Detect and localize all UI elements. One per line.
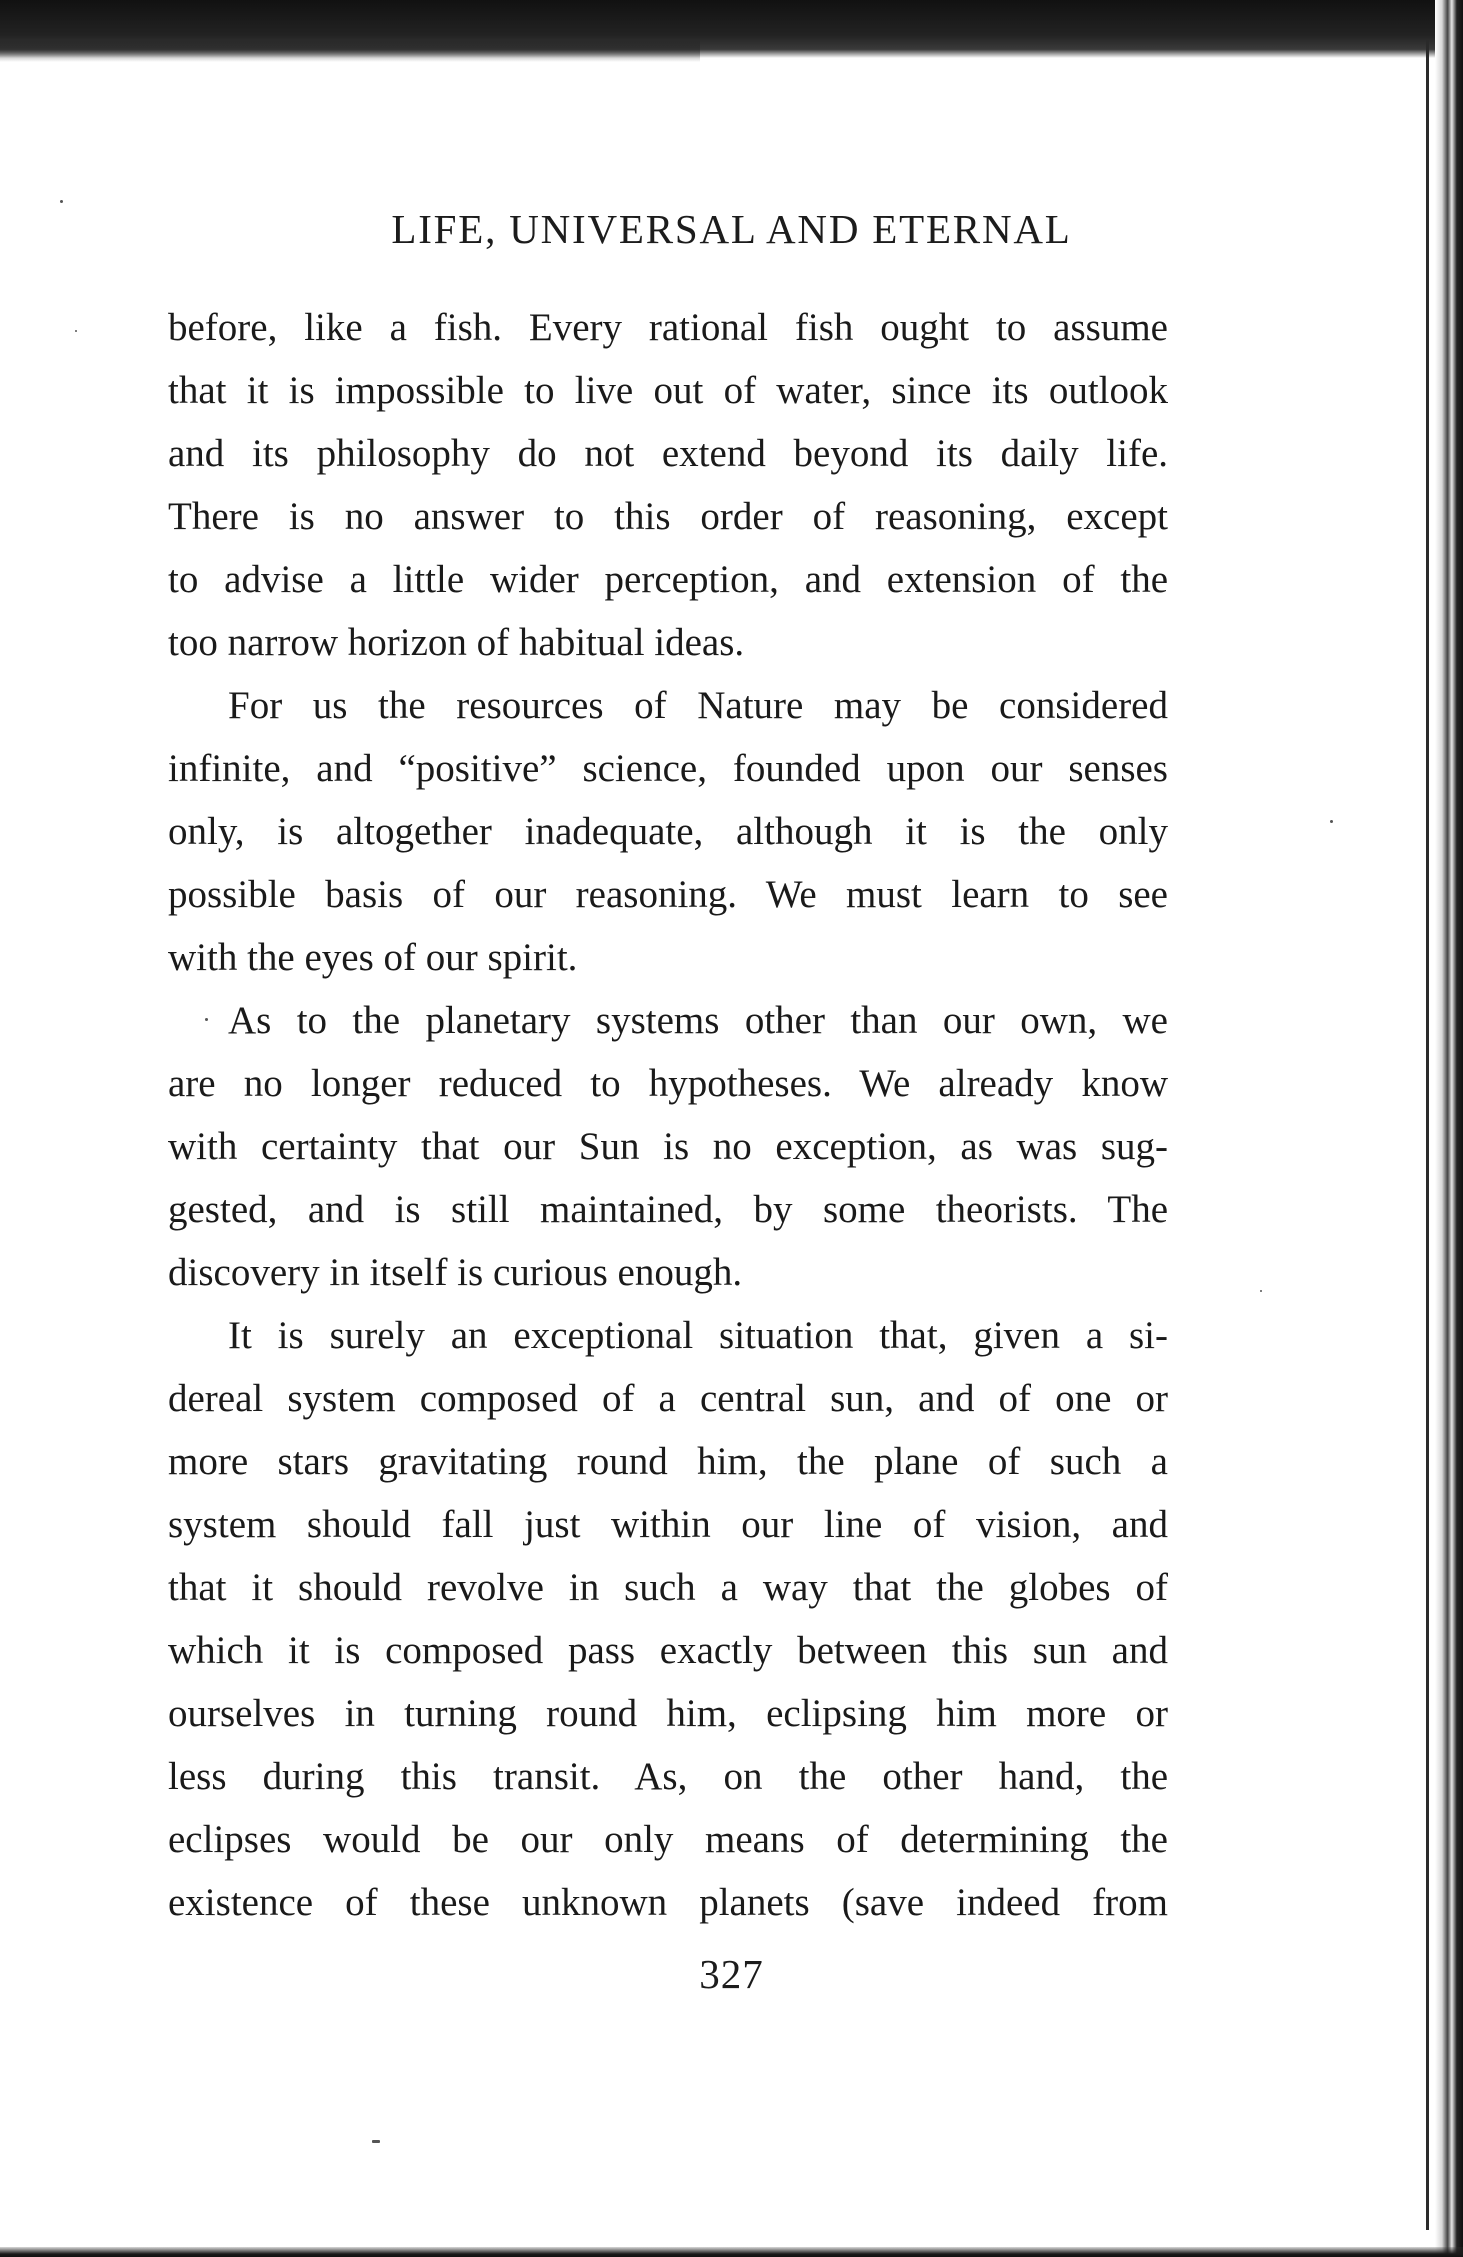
- paper-speck: [372, 2140, 380, 2143]
- paper-speck: [1330, 820, 1333, 823]
- text-line: ourselves in turning round him, eclipsing him more or: [168, 1692, 1168, 1735]
- page-top-edge-shadow: [0, 40, 700, 62]
- page-gutter-line: [1426, 40, 1429, 2230]
- text-line: with certainty that our Sun is no exception, as was sug-: [168, 1125, 1168, 1168]
- text-line: gested, and is still maintained, by some theorists. The: [168, 1188, 1168, 1231]
- text-line: As to the planetary systems other than our own, we: [228, 999, 1168, 1042]
- text-line: too narrow horizon of habitual ideas.: [168, 621, 745, 664]
- text-line: more stars gravitating round him, the plane of such a: [168, 1440, 1168, 1483]
- running-head: LIFE, UNIVERSAL AND ETERNAL: [391, 206, 1072, 252]
- paper-speck: [1260, 1290, 1262, 1292]
- paragraph-3: [168, 989, 1168, 1304]
- text-line: possible basis of our reasoning. We must learn to see: [168, 873, 1168, 916]
- page-number: 327: [699, 1951, 764, 1997]
- text-line: with the eyes of our spirit.: [168, 936, 578, 979]
- page-bottom-edge: [0, 2247, 1463, 2257]
- body-text: [168, 296, 1168, 1934]
- text-line: It is surely an exceptional situation that, given a si-: [228, 1314, 1168, 1357]
- text-line: only, is altogether inadequate, although it is the only: [168, 810, 1168, 853]
- text-line: that it is impossible to live out of water, since its outlook: [168, 369, 1168, 412]
- text-line: dereal system composed of a central sun, and of one or: [168, 1377, 1168, 1420]
- text-line: There is no answer to this order of reasoning, except: [168, 495, 1168, 538]
- text-line: existence of these unknown planets (save indeed from: [168, 1881, 1168, 1924]
- text-line: before, like a fish. Every rational fish ought to assume: [168, 306, 1168, 349]
- paper-speck: [60, 200, 63, 203]
- text-line: and its philosophy do not extend beyond its daily life.: [168, 432, 1168, 475]
- text-line: eclipses would be our only means of determining the: [168, 1818, 1168, 1861]
- text-line: system should fall just within our line of vision, and: [168, 1503, 1168, 1546]
- text-line: discovery in itself is curious enough.: [168, 1251, 743, 1294]
- text-line: are no longer reduced to hypotheses. We already know: [168, 1062, 1168, 1105]
- text-line: For us the resources of Nature may be considered: [228, 684, 1168, 727]
- text-line: that it should revolve in such a way that the globes of: [168, 1566, 1168, 1609]
- paragraph-4: [168, 1304, 1168, 1934]
- text-line: infinite, and “positive” science, founded upon our senses: [168, 747, 1168, 790]
- paragraph-1: [168, 296, 1168, 674]
- text-line: which it is composed pass exactly between this sun and: [168, 1629, 1168, 1672]
- text-line: to advise a little wider perception, and extension of the: [168, 558, 1168, 601]
- paper-speck: [75, 330, 77, 332]
- text-line: less during this transit. As, on the other hand, the: [168, 1755, 1168, 1798]
- paragraph-2: [168, 674, 1168, 989]
- page-right-edge: [1435, 0, 1463, 2257]
